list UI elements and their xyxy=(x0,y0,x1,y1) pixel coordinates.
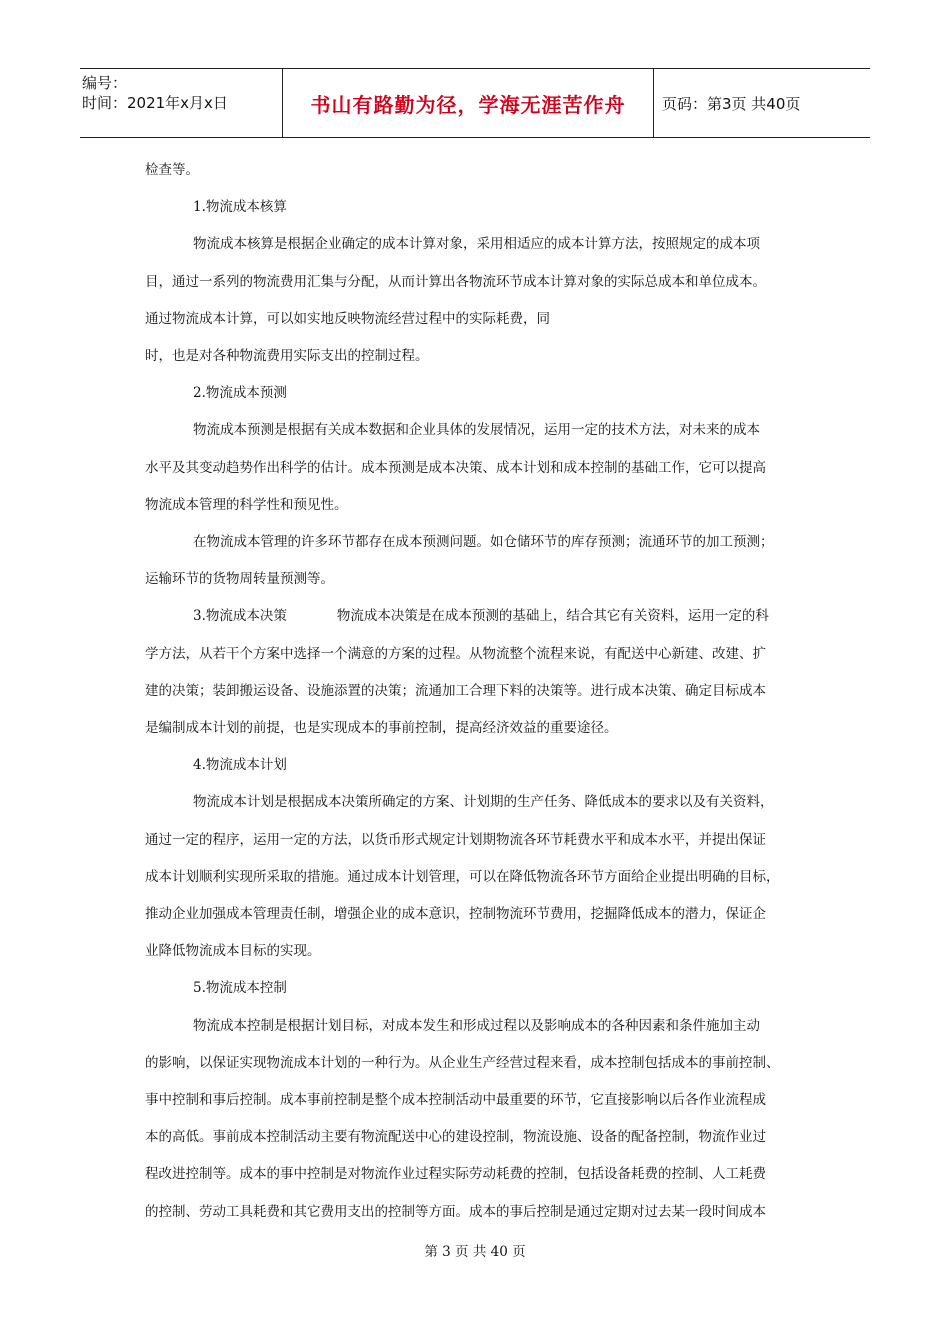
section-heading: 3.物流成本决策 xyxy=(193,608,287,625)
text-line: 时，也是对各种物流费用实际支出的控制过程。 xyxy=(145,348,429,365)
text-line: 检查等。 xyxy=(145,162,199,178)
text-line: 通过一定的程序，运用一定的方法，以货币形式规定计划期物流各环节耗费水平和成本水平，并提出保证 xyxy=(145,831,766,848)
text-line: 成本计划顺利实现所采取的措施。通过成本计划管理，可以在降低物流各环节方面给企业提出明确的目标， xyxy=(145,868,780,885)
header-divider xyxy=(653,69,654,137)
section-heading: 2.物流成本预测 xyxy=(193,385,287,402)
text-line: 运输环节的货物周转量预测等。 xyxy=(145,571,334,588)
decision-line xyxy=(145,598,810,635)
header-page-info: 页码：第3页 共40页 xyxy=(662,94,801,113)
text-line: 是编制成本计划的前提，也是实现成本的事前控制，提高经济效益的重要途径。 xyxy=(145,720,618,737)
section-heading: 4.物流成本计划 xyxy=(193,757,287,774)
text-line: 业降低物流成本目标的实现。 xyxy=(145,943,321,960)
text-line: 目，通过一系列的物流费用汇集与分配，从而计算出各物流环节成本计算对象的实际总成本和单位成本。 xyxy=(145,273,766,290)
text-line: 物流成本核算是根据企业确定的成本计算对象，采用相适应的成本计算方法，按照规定的成本项 xyxy=(193,236,760,253)
number-label: 编号： xyxy=(82,74,128,92)
text-line: 通过物流成本计算，可以如实地反映物流经营过程中的实际耗费，同 xyxy=(145,310,550,327)
text-line: 学方法，从若干个方案中选择一个满意的方案的过程。从物流整个流程来说，有配送中心新建、改建、扩 xyxy=(145,645,766,662)
text-line: 水平及其变动趋势作出科学的估计。成本预测是成本决策、成本计划和成本控制的基础工作，它可以提高 xyxy=(145,459,766,476)
text-line: 物流成本预测是根据有关成本数据和企业具体的发展情况，运用一定的技术方法，对未来的成本 xyxy=(193,422,760,439)
section-heading: 1.物流成本核算 xyxy=(193,199,287,216)
text-span: 物流成本决策是在成本预测的基础上，结合其它有关资料，运用一定的科 xyxy=(336,608,769,625)
text-line: 物流成本控制是根据计划目标，对成本发生和形成过程以及影响成本的各种因素和条件施加主动 xyxy=(193,1017,760,1034)
header-left xyxy=(82,73,282,113)
text-line: 建的决策；装卸搬运设备、设施添置的决策；流通加工合理下料的决策等。进行成本决策、确定目标成本 xyxy=(145,682,766,699)
text-line: 推动企业加强成本管理责任制，增强企业的成本意识，控制物流环节费用，挖掘降低成本的潜力，保证企 xyxy=(145,906,766,923)
text-line: 程改进控制等。成本的事中控制是对物流作业过程实际劳动耗费的控制，包括设备耗费的控制、人工耗费 xyxy=(145,1166,766,1183)
header-motto: 书山有路勤为径，学海无涯苦作舟 xyxy=(310,92,626,117)
text-line: 本的高低。事前成本控制活动主要有物流配送中心的建设控制，物流设施、设备的配备控制，物流作业过 xyxy=(145,1129,766,1146)
document-body xyxy=(145,152,810,1231)
section-heading: 5.物流成本控制 xyxy=(193,980,287,997)
text-line: 事中控制和事后控制。成本事前控制是整个成本控制活动中最重要的环节，它直接影响以后各作业流程成 xyxy=(145,1092,766,1109)
date-label: 时间：2021年x月x日 xyxy=(82,94,228,112)
text-line: 在物流成本管理的许多环节都存在成本预测问题。如仓储环节的库存预测；流通环节的加工预测； xyxy=(193,534,774,551)
text-line: 物流成本计划是根据成本决策所确定的方案、计划期的生产任务、降低成本的要求以及有关资料， xyxy=(193,794,774,811)
page-footer: 第 3 页 共 40 页 xyxy=(424,1244,526,1260)
text-line: 物流成本管理的科学性和预见性。 xyxy=(145,496,348,513)
text-line: 的控制、劳动工具耗费和其它费用支出的控制等方面。成本的事后控制是通过定期对过去某一段时间成本 xyxy=(145,1203,766,1220)
page-header xyxy=(80,68,870,138)
text-line: 的影响，以保证实现物流成本计划的一种行为。从企业生产经营过程来看，成本控制包括成本的事前控制、 xyxy=(145,1054,780,1071)
